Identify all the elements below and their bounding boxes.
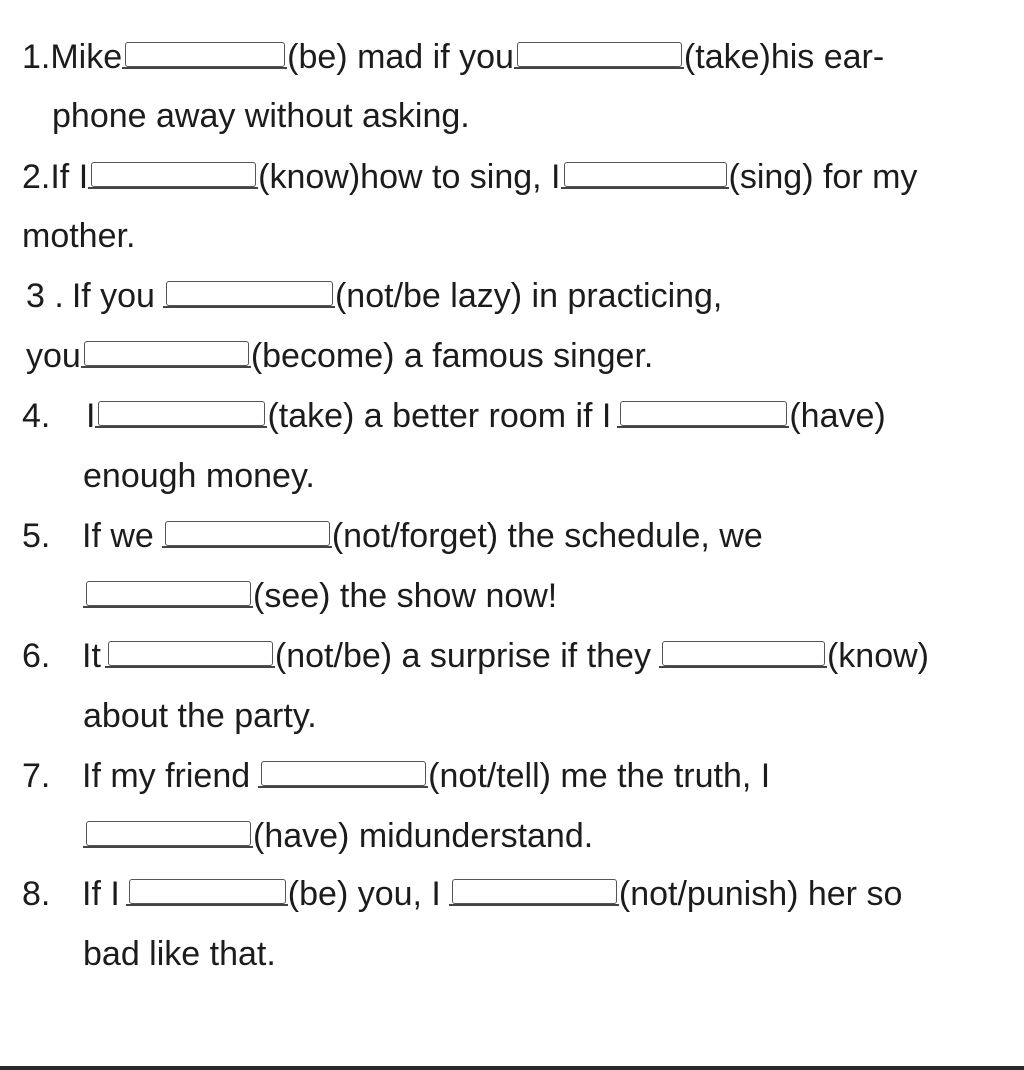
item-3-line-2 (26, 336, 653, 376)
item-2-text: (sing) for my (728, 158, 918, 196)
item-3-answer-blank-1[interactable] (163, 276, 335, 316)
item-1-answer-blank-1[interactable] (122, 37, 287, 77)
item-7-text: (not/tell) me the truth, I (428, 757, 771, 795)
item-4-text: I (86, 397, 96, 435)
item-1-line-2 (52, 96, 470, 136)
item-5-line-2 (83, 576, 557, 616)
item-8-line-1 (22, 874, 902, 914)
item-6-answer-blank-2[interactable] (659, 636, 827, 676)
item-4-text: (have) (789, 397, 886, 435)
item-1-line-1 (22, 37, 884, 77)
item-5-answer-blank-2[interactable] (83, 576, 253, 616)
item-7-text: If my friend (82, 757, 251, 795)
item-6-number: 6. (22, 637, 51, 675)
item-5-text: (see) the show now! (253, 577, 558, 615)
item-3-answer-blank-2[interactable] (81, 336, 251, 376)
item-7-answer-blank-2[interactable] (83, 816, 253, 856)
item-2-number: 2. (22, 158, 51, 196)
item-5-text: If we (82, 517, 154, 555)
item-1-text: phone away without asking. (52, 97, 470, 135)
item-5-text: (not/forget) the schedule, we (331, 517, 763, 555)
item-2-line-2 (22, 216, 135, 256)
item-1-number: 1. (22, 38, 51, 76)
item-2-text: If I (50, 158, 89, 196)
item-2-text: (know)how to sing, I (258, 158, 561, 196)
item-7-number: 7. (22, 757, 51, 795)
item-7-line-1 (22, 756, 770, 796)
item-6-line-1 (22, 636, 929, 676)
item-4-line-2 (83, 456, 315, 496)
item-8-text: If I (82, 875, 120, 913)
item-3-line-1 (26, 276, 722, 316)
item-3-text: (not/be lazy) in practicing, (334, 277, 723, 315)
item-2-answer-blank-1[interactable] (88, 157, 258, 197)
item-4-number: 4. (22, 397, 51, 435)
item-6-text: about the party. (83, 697, 317, 735)
item-4-text: enough money. (83, 457, 315, 495)
item-5-answer-blank-1[interactable] (162, 516, 332, 556)
item-3-text: you (26, 337, 81, 375)
item-7-text: (have) midunderstand. (253, 817, 594, 855)
item-1-text: (be) mad if you (287, 38, 514, 76)
item-8-text: (be) you, I (287, 875, 441, 913)
item-3-text: (become) a famous singer. (250, 337, 654, 375)
item-6-text: (know) (826, 637, 929, 675)
item-1-text: Mike (50, 38, 123, 76)
item-8-answer-blank-2[interactable] (449, 874, 619, 914)
item-7-line-2 (83, 816, 593, 856)
item-8-line-2 (83, 934, 276, 974)
item-8-answer-blank-1[interactable] (126, 874, 288, 914)
item-3-number: 3 . (26, 277, 64, 315)
item-4-answer-blank-2[interactable] (617, 396, 789, 436)
bottom-border-line (0, 1066, 1024, 1070)
item-6-answer-blank-1[interactable] (105, 636, 275, 676)
item-2-answer-blank-2[interactable] (561, 157, 729, 197)
item-8-number: 8. (22, 875, 51, 913)
item-2-text: mother. (22, 217, 136, 255)
item-3-text: If you (71, 277, 155, 315)
item-8-text: (not/punish) her so (618, 875, 903, 913)
item-6-text: It (82, 637, 101, 675)
item-4-answer-blank-1[interactable] (95, 396, 267, 436)
item-4-line-1 (22, 396, 886, 436)
item-8-text: bad like that. (83, 935, 276, 973)
item-6-line-2 (83, 696, 317, 736)
item-1-text: (take)his ear- (683, 38, 885, 76)
item-1-answer-blank-2[interactable] (514, 37, 684, 77)
item-7-answer-blank-1[interactable] (258, 756, 428, 796)
item-2-line-1 (22, 157, 917, 197)
item-4-text: (take) a better room if I (267, 397, 612, 435)
item-5-number: 5. (22, 517, 51, 555)
item-5-line-1 (22, 516, 763, 556)
item-6-text: (not/be) a surprise if they (274, 637, 651, 675)
